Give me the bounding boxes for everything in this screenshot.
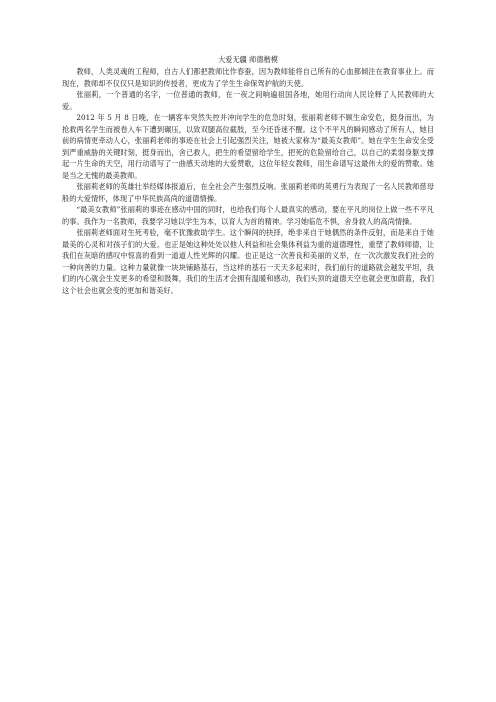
paragraph-4: 张丽莉老师的英雄壮举经媒体报道后，在全社会产生强烈反响。张丽莉老师的英勇行为表现了一名人民教师慈母般的大爱情怀，体现了中华民族高尚的道德情操。 — [62, 182, 434, 203]
paragraph-6: 张丽莉老师面对生死考验，毫不犹豫救助学生。这个瞬间的抉择，绝非来自于她偶然的条件反射，而是来自于她最美的心灵和对孩子们的大爱。也正是她这种处处以他人利益和社会集体利益为重的道德理性，重塑了教师师德，让我们在灰暗的感叹中惊喜的看到一道道人性光辉的闪耀。也正是这一次善良和美丽的义举，在一次次激发我们社会的一种向善的力量。这种力量就像一块块铺路基石，当这样的基石一天天多起来时，我们前行的道路就会越发平坦，我们的内心就会生发更多的希望和鼓舞，我们的生活才会拥有温暖和感动，我们头顶的道德天空也就会更加蔚蓝，我们这个社会也就会变的更加和谐美好。 — [62, 228, 434, 295]
paragraph-3: 2012 年 5 月 8 日晚，在一辆客车突然失控并冲向学生的危急时刻，张丽莉老师不顾生命安危，挺身而出，为抢救两名学生而被卷入车下遭到碾压，以致双腿高位截肢，至今还昏迷不醒。这个不平凡的瞬间感动了所有人，她目前的病情更牵动人心，张丽莉老师的事迹在社会上引起强烈关注，她被大家称为“最美女教师”。她在学生生命安全受到严重威胁的关键时刻，挺身而出，舍己救人，把生的希望留给学生，把死的危险留给自己，以自己的柔弱身躯支撑起一片生命的天空，用行动谱写了一曲感天动地的大爱赞歌，这位年轻女教师，用生命谱写这最伟大的爱的赞歌。她是当之无愧的最美教师。 — [62, 113, 434, 180]
paragraph-5: “最美女教师”张丽莉的事迹在感动中国的同时，也给我们每个人最真实的感动，要在平凡的岗位上做一些不平凡的事。我作为一名教师，我要学习她以学生为本，以育人为首的精神。学习她临危不惧，舍身救人的高尚情操。 — [62, 205, 434, 226]
paragraph-2: 张丽莉，一个普通的名字，一位普通的教师，在一夜之间响遍祖国各地，她用行动向人民诠释了人民教师的大爱。 — [62, 90, 434, 111]
document-title: 大爱无疆 师德楷模 — [218, 55, 278, 64]
paragraph-1: 教师，人类灵魂的工程师，自古人们都把教师比作春蚕，因为教师能将自己所有的心血都倾注在教育事业上。而现在，教师却不仅仅只是知识的传授者，更成为了学生生命保驾护航的天使。 — [62, 67, 434, 88]
document-page — [62, 55, 434, 296]
